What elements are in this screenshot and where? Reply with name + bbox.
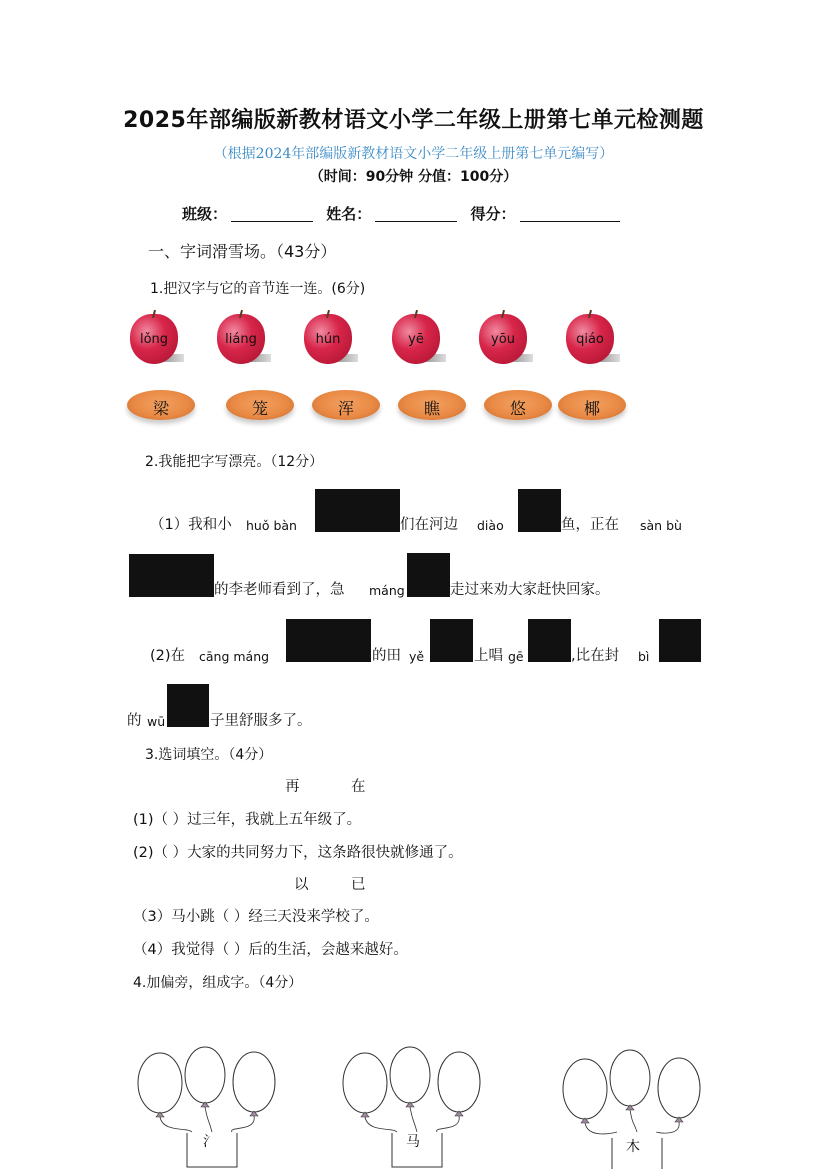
apple-pinyin[interactable] <box>302 310 358 366</box>
score-blank[interactable] <box>520 207 620 222</box>
q3-prompt: 3.选词填空。（4分） <box>145 747 273 763</box>
pinyin: wū <box>147 714 166 729</box>
balloon-icon[interactable] <box>343 1053 387 1113</box>
student-info-row <box>182 207 628 222</box>
section-heading: 一、字词滑雪场。（43分） <box>148 242 337 261</box>
balloon-icon[interactable] <box>138 1053 182 1113</box>
pinyin: cāng máng <box>199 649 270 664</box>
q2-text: 们在河边 <box>400 517 458 533</box>
tianzige-1[interactable] <box>430 619 473 662</box>
balloon-icon[interactable] <box>563 1059 607 1119</box>
balloon-icon[interactable] <box>185 1047 225 1103</box>
balloon-string <box>410 1107 417 1132</box>
score-label: 得分： <box>470 205 516 223</box>
plate-character[interactable] <box>398 388 466 424</box>
radical-label: 氵 <box>203 1134 217 1150</box>
character-label: 悠 <box>509 399 526 418</box>
q2-text: 走过来劝大家赶快回家。 <box>450 582 610 598</box>
word-choice: 已 <box>351 877 366 893</box>
q2-text: 上唱 <box>474 648 503 664</box>
word-choice: 以 <box>294 877 309 893</box>
balloon-string <box>657 1122 680 1133</box>
apple-pinyin[interactable] <box>128 310 184 366</box>
plate-character[interactable] <box>558 388 626 424</box>
radical-label: 马 <box>406 1134 420 1150</box>
apple-pinyin[interactable] <box>477 310 533 366</box>
plate-character[interactable] <box>484 388 552 424</box>
character-label: 瞧 <box>423 399 440 418</box>
plate-character[interactable] <box>127 388 195 424</box>
pinyin-label: yōu <box>491 332 515 347</box>
q2-prompt: 2.我能把字写漂亮。（12分） <box>145 454 324 470</box>
tianzige-1[interactable] <box>407 553 450 597</box>
balloon-icon[interactable] <box>438 1052 480 1112</box>
apple-pinyin[interactable] <box>564 310 620 366</box>
pinyin-label: qiáo <box>576 332 604 347</box>
q2-text: 子里舒服多了。 <box>210 713 312 729</box>
plate-character[interactable] <box>226 388 294 424</box>
q2-text: ,比在封 <box>571 648 620 664</box>
name-blank[interactable] <box>375 207 457 222</box>
apple-pinyin[interactable] <box>390 310 446 366</box>
plate-character[interactable] <box>312 388 380 424</box>
tianzige-1[interactable] <box>659 619 701 662</box>
tianzige-1[interactable] <box>518 489 561 532</box>
class-blank[interactable] <box>231 207 313 222</box>
time-score-info: （时间：90分钟 分值：100分） <box>309 169 518 185</box>
class-label: 班级： <box>182 205 228 223</box>
q3-item: (2)（ ）大家的共同努力下，这条路很快就修通了。 <box>133 845 463 861</box>
pinyin-label: hún <box>315 332 341 347</box>
pinyin-label: liáng <box>225 332 257 347</box>
tianzige-2[interactable] <box>286 619 371 662</box>
word-choice: 在 <box>351 779 366 795</box>
balloon-string <box>205 1107 212 1132</box>
balloon-string <box>232 1116 255 1132</box>
q2-text: 的 <box>127 713 142 729</box>
q3-item: （3）马小跳（ ）经三天没来学校了。 <box>133 909 379 925</box>
exam-title: 2025年部编版新教材语文小学二年级上册第七单元检测题 <box>123 108 704 133</box>
character-label: 梁 <box>152 399 169 418</box>
q3-item: (1)（ ）过三年，我就上五年级了。 <box>133 812 362 828</box>
tianzige-2[interactable] <box>129 554 214 597</box>
balloon-icon[interactable] <box>610 1050 650 1106</box>
pinyin: diào <box>477 518 504 533</box>
tianzige-1[interactable] <box>528 619 571 662</box>
balloon-icon[interactable] <box>658 1058 700 1118</box>
q2-text: 的田 <box>372 648 401 664</box>
q2-text: 的李老师看到了，急 <box>214 582 345 598</box>
word-choice: 再 <box>285 779 300 795</box>
q2-text: (2)在 <box>150 648 186 664</box>
balloon-string <box>365 1117 397 1132</box>
pinyin: bì <box>638 649 650 664</box>
balloon-string <box>585 1123 617 1134</box>
balloon-string <box>160 1117 192 1132</box>
tianzige-2[interactable] <box>315 489 400 532</box>
pinyin: sàn bù <box>640 518 682 533</box>
q2-text: （1）我和小 <box>150 517 232 533</box>
pinyin: gē <box>508 649 524 664</box>
balloon-icon[interactable] <box>390 1047 430 1103</box>
name-label: 姓名： <box>326 205 372 223</box>
pinyin-label: yē <box>408 332 424 347</box>
exam-subtitle: （根据2024年部编版新教材语文小学二年级上册第七单元编写） <box>213 146 614 162</box>
balloon-icon[interactable] <box>233 1052 275 1112</box>
tianzige-1[interactable] <box>167 684 209 727</box>
pinyin: yě <box>409 649 425 664</box>
pinyin: huǒ bàn <box>246 518 297 533</box>
radical-label: 木 <box>626 1139 640 1155</box>
balloon-string <box>630 1110 637 1132</box>
character-label: 椰 <box>583 399 600 418</box>
apple-pinyin[interactable] <box>215 310 271 366</box>
pinyin: máng <box>369 583 405 598</box>
q3-item: （4）我觉得（ ）后的生活，会越来越好。 <box>133 942 408 958</box>
character-label: 笼 <box>251 399 268 418</box>
q2-text: 鱼，正在 <box>561 517 619 533</box>
balloon-string <box>437 1116 460 1132</box>
q4-prompt: 4.加偏旁，组成字。（4分） <box>133 975 303 991</box>
q1-prompt: 1.把汉字与它的音节连一连。(6分) <box>150 281 366 297</box>
pinyin-label: lǒng <box>139 332 169 347</box>
character-label: 浑 <box>337 399 354 418</box>
